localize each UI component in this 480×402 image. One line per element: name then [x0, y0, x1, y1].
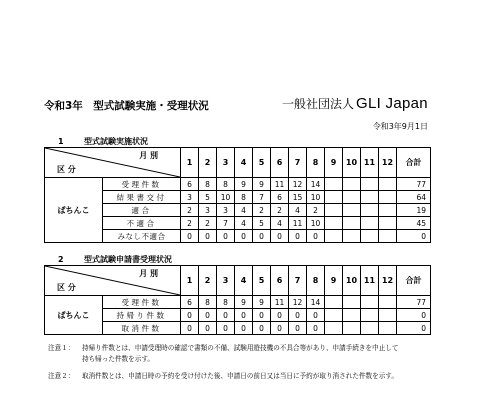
total-cell: 77	[397, 296, 431, 309]
value-cell: 7	[253, 191, 271, 204]
note-1-head: 注意１：	[48, 344, 75, 352]
value-cell: 8	[199, 296, 217, 309]
month-header: 8	[307, 266, 325, 296]
value-cell: 0	[217, 322, 235, 335]
total-cell: 0	[397, 322, 431, 335]
value-cell: 3	[217, 204, 235, 217]
value-cell	[361, 322, 379, 335]
month-header: 11	[361, 266, 379, 296]
division-label: 区 分	[57, 165, 76, 174]
value-cell	[343, 296, 361, 309]
category-cell: ぱちんこ	[45, 178, 103, 243]
value-cell: 0	[307, 322, 325, 335]
total-cell: 64	[397, 191, 431, 204]
row-label: 受理件数	[103, 296, 181, 309]
month-header: 7	[289, 148, 307, 178]
value-cell	[361, 217, 379, 230]
division-label: 区 分	[57, 283, 76, 292]
value-cell: 0	[217, 309, 235, 322]
value-cell: 0	[289, 322, 307, 335]
value-cell	[379, 309, 397, 322]
value-cell	[361, 191, 379, 204]
value-cell	[325, 178, 343, 191]
month-header: 9	[325, 266, 343, 296]
month-header: 6	[271, 266, 289, 296]
category-cell: ぱちんこ	[45, 296, 103, 335]
value-cell: 12	[289, 178, 307, 191]
value-cell: 14	[307, 178, 325, 191]
value-cell: 2	[181, 217, 199, 230]
value-cell: 3	[199, 204, 217, 217]
issue-date: 令和3年9月1日	[372, 122, 428, 131]
value-cell: 9	[253, 296, 271, 309]
value-cell: 0	[217, 230, 235, 243]
value-cell: 0	[199, 230, 217, 243]
value-cell: 4	[271, 217, 289, 230]
note-1-line2: 持ち帰った件数を示す。	[82, 355, 155, 363]
section2-number: 2	[58, 255, 64, 264]
row-label: 不適合	[103, 217, 181, 230]
month-label: 月 別	[139, 269, 158, 278]
total-header: 合計	[397, 266, 431, 296]
value-cell: 6	[181, 296, 199, 309]
organization-name	[282, 95, 428, 112]
value-cell	[343, 230, 361, 243]
table-row	[45, 296, 431, 309]
value-cell: 7	[217, 217, 235, 230]
note-1	[48, 343, 399, 365]
value-cell	[379, 322, 397, 335]
org-prefix: 一般社団法人	[282, 97, 355, 111]
value-cell: 0	[235, 230, 253, 243]
total-cell: 0	[397, 309, 431, 322]
value-cell	[325, 309, 343, 322]
value-cell: 3	[181, 191, 199, 204]
table-header-row	[45, 148, 431, 178]
section1-number: 1	[58, 137, 64, 146]
month-header: 9	[325, 148, 343, 178]
note-1-line1: 持帰り件数とは、申請受理時の確認で書類の不備、試験用遊技機の不具合等があり、申請手続きを中止して	[82, 344, 399, 352]
value-cell: 10	[217, 191, 235, 204]
table-row	[45, 309, 431, 322]
value-cell	[361, 230, 379, 243]
value-cell	[379, 178, 397, 191]
month-header: 11	[361, 148, 379, 178]
section2-heading	[58, 254, 172, 265]
section1-heading	[58, 136, 148, 147]
value-cell: 5	[253, 217, 271, 230]
value-cell: 0	[181, 322, 199, 335]
value-cell: 0	[289, 309, 307, 322]
row-label: 適合	[103, 204, 181, 217]
note-2-head: 注意２：	[48, 372, 75, 380]
value-cell: 0	[307, 230, 325, 243]
row-label: 持帰り件数	[103, 309, 181, 322]
value-cell: 4	[289, 204, 307, 217]
note-2-line1: 取消件数とは、申請日時の予約を受け付けた後、申請日の前日又は当日に予約が取り消された件数を示す。	[82, 372, 398, 380]
table-row	[45, 204, 431, 217]
value-cell	[325, 191, 343, 204]
value-cell: 8	[217, 178, 235, 191]
month-header: 2	[199, 148, 217, 178]
value-cell: 0	[235, 309, 253, 322]
month-header: 10	[343, 148, 361, 178]
row-label: 取消件数	[103, 322, 181, 335]
value-cell	[379, 230, 397, 243]
total-cell: 19	[397, 204, 431, 217]
month-header: 4	[235, 266, 253, 296]
month-header: 7	[289, 266, 307, 296]
value-cell: 2	[199, 217, 217, 230]
value-cell	[343, 204, 361, 217]
value-cell: 2	[181, 204, 199, 217]
month-header: 10	[343, 266, 361, 296]
value-cell: 10	[307, 191, 325, 204]
month-header: 5	[253, 266, 271, 296]
month-header: 12	[379, 266, 397, 296]
value-cell	[343, 322, 361, 335]
org-brand-logo: GLI Japan	[356, 95, 428, 112]
note-2	[48, 371, 398, 382]
value-cell: 0	[199, 309, 217, 322]
value-cell: 6	[181, 178, 199, 191]
value-cell: 4	[235, 217, 253, 230]
value-cell: 0	[235, 322, 253, 335]
value-cell: 2	[253, 204, 271, 217]
value-cell	[325, 217, 343, 230]
section2-title: 型式試験申請書受理状況	[84, 255, 172, 264]
value-cell	[361, 178, 379, 191]
value-cell: 10	[307, 217, 325, 230]
value-cell: 2	[307, 204, 325, 217]
value-cell: 0	[181, 309, 199, 322]
value-cell: 0	[271, 322, 289, 335]
value-cell	[325, 204, 343, 217]
value-cell: 15	[289, 191, 307, 204]
value-cell: 9	[235, 296, 253, 309]
month-header: 3	[217, 266, 235, 296]
month-header: 8	[307, 148, 325, 178]
table-row	[45, 178, 431, 191]
month-header: 12	[379, 148, 397, 178]
month-header: 3	[217, 148, 235, 178]
month-header: 1	[181, 266, 199, 296]
value-cell	[361, 204, 379, 217]
value-cell	[325, 230, 343, 243]
total-cell: 77	[397, 178, 431, 191]
row-label: みなし不適合	[103, 230, 181, 243]
value-cell	[379, 204, 397, 217]
value-cell	[379, 191, 397, 204]
value-cell	[379, 296, 397, 309]
value-cell: 9	[253, 178, 271, 191]
value-cell: 0	[253, 309, 271, 322]
value-cell	[325, 322, 343, 335]
value-cell	[343, 178, 361, 191]
value-cell: 12	[289, 296, 307, 309]
value-cell: 6	[271, 191, 289, 204]
exam-status-table	[44, 147, 431, 243]
table-row	[45, 191, 431, 204]
table-row	[45, 322, 431, 335]
value-cell: 8	[217, 296, 235, 309]
value-cell: 0	[289, 230, 307, 243]
total-header: 合計	[397, 148, 431, 178]
value-cell: 11	[271, 178, 289, 191]
value-cell	[325, 296, 343, 309]
value-cell: 5	[199, 191, 217, 204]
value-cell: 0	[271, 230, 289, 243]
month-label: 月 別	[139, 151, 158, 160]
value-cell: 0	[271, 309, 289, 322]
section1-title: 型式試験実施状況	[84, 137, 148, 146]
value-cell	[343, 309, 361, 322]
value-cell	[343, 217, 361, 230]
value-cell: 4	[235, 204, 253, 217]
month-header: 6	[271, 148, 289, 178]
value-cell	[361, 296, 379, 309]
table-corner-header	[45, 148, 181, 178]
value-cell: 14	[307, 296, 325, 309]
value-cell: 0	[181, 230, 199, 243]
table-row	[45, 217, 431, 230]
value-cell: 11	[271, 296, 289, 309]
total-cell: 0	[397, 230, 431, 243]
value-cell: 11	[289, 217, 307, 230]
value-cell	[379, 217, 397, 230]
value-cell: 0	[199, 322, 217, 335]
table-row	[45, 230, 431, 243]
value-cell	[361, 309, 379, 322]
value-cell: 9	[235, 178, 253, 191]
table-header-row	[45, 266, 431, 296]
page-title: 令和3年 型式試験実施・受理状況	[44, 100, 209, 112]
row-label: 結果書交付	[103, 191, 181, 204]
table-corner-header	[45, 266, 181, 296]
row-label: 受理件数	[103, 178, 181, 191]
month-header: 4	[235, 148, 253, 178]
value-cell	[343, 191, 361, 204]
application-status-table	[44, 265, 431, 335]
value-cell: 2	[271, 204, 289, 217]
value-cell: 0	[253, 322, 271, 335]
month-header: 5	[253, 148, 271, 178]
value-cell: 0	[253, 230, 271, 243]
total-cell: 45	[397, 217, 431, 230]
value-cell: 8	[235, 191, 253, 204]
value-cell: 8	[199, 178, 217, 191]
month-header: 1	[181, 148, 199, 178]
month-header: 2	[199, 266, 217, 296]
value-cell: 0	[307, 309, 325, 322]
